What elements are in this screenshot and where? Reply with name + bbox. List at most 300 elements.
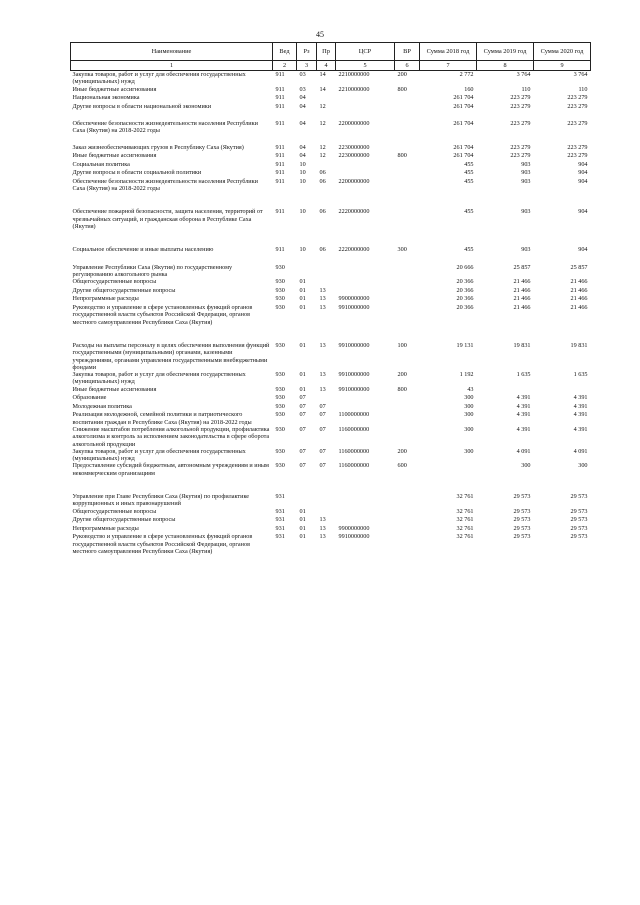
row-vr: [395, 144, 420, 153]
table-row: [71, 208, 591, 230]
row-name: Обеспечение безопасности жизнедеятельности населения Республики Саха (Якутия) на 2018-2022 годы: [72, 177, 258, 193]
row-ved: 930: [275, 394, 285, 402]
row-name: Обеспечение пожарной безопасности, защита населения, территорий от чрезвычайных ситуаций, и гражданская оборона в Республике Саха (Якутия): [72, 208, 263, 230]
row-sum-2018: 455: [464, 169, 474, 177]
row-sum-2019: 223 279: [510, 152, 531, 160]
row-sum-2019: 300: [521, 462, 531, 470]
row-name: Иные бюджетные ассигнования: [72, 85, 157, 93]
row-ved: 931: [275, 533, 285, 541]
row-rz: 01: [299, 516, 306, 524]
row-name: Закупка товаров, работ и услуг для обеспечения государственных (муниципальных) нужд: [72, 371, 246, 386]
row-sum-2019: 903: [521, 208, 531, 216]
row-name: Другие вопросы в области национальной экономики: [72, 102, 212, 110]
row-vr: [395, 103, 420, 112]
row-sum-2020: 300: [578, 462, 588, 470]
row-sum-2019: 223 279: [510, 94, 531, 102]
row-sum-2019: 1 635: [516, 371, 531, 379]
row-ved: 930: [275, 385, 285, 393]
row-sum-2019: 223 279: [510, 143, 531, 151]
row-spacer: [71, 230, 591, 246]
row-vr: 800: [397, 385, 407, 393]
row-csr: 9900000000: [338, 524, 370, 532]
row-ved: 911: [275, 152, 285, 160]
row-rz: 01: [299, 533, 306, 541]
table-row: [71, 386, 591, 395]
row-name: Руководство и управление в сфере установленных функций органов государственной власти субъектов Российской Федерации, органов местного самоуправления Республики Саха (Якутия): [72, 533, 253, 555]
row-pr: 13: [319, 341, 326, 349]
row-name: Социальная политика: [72, 160, 130, 168]
table-row: [71, 161, 591, 170]
row-csr: 9910000000: [338, 385, 370, 393]
row-sum-2018: 32 761: [456, 533, 474, 541]
row-pr: 07: [319, 447, 326, 455]
row-sum-2019: 29 573: [513, 533, 531, 541]
table-row: [71, 426, 591, 448]
row-spacer: [71, 111, 591, 120]
row-name: Предоставление субсидий бюджетным, автономным учреждениям и иным некоммерческим организациям: [72, 462, 269, 477]
row-spacer: [71, 192, 591, 208]
row-sum-2020: 21 466: [570, 286, 588, 294]
row-sum-2018: 261 704: [453, 102, 474, 110]
row-name: Руководство и управление в сфере установленных функций органов государственной власти субъектов Российской Федерации, органов местного самоуправления Республики Саха (Якутия): [72, 303, 253, 326]
row-ved: 931: [275, 493, 285, 501]
row-rz: 04: [299, 102, 306, 110]
row-rz: 01: [299, 303, 306, 311]
row-ved: 931: [275, 507, 285, 515]
row-rz: 01: [299, 507, 306, 515]
table-row: [71, 508, 591, 517]
row-pr: 12: [319, 102, 326, 110]
row-sum-2018: 19 131: [456, 341, 474, 349]
header-csr: ЦСР: [336, 43, 395, 61]
row-sum-2019: 21 466: [513, 278, 531, 286]
header-sum-2018: Сумма 2018 год: [420, 43, 477, 61]
row-csr: 9900000000: [338, 295, 370, 303]
row-sum-2019: 4 391: [516, 425, 531, 433]
column-number: 3: [297, 61, 317, 71]
row-vr: [395, 516, 420, 525]
table-row: [71, 525, 591, 534]
row-csr: 2230000000: [338, 143, 370, 151]
row-rz: 01: [299, 341, 306, 349]
header-row: [71, 43, 591, 61]
table-row: [71, 152, 591, 161]
row-csr: [336, 94, 395, 103]
row-csr: [336, 287, 395, 296]
row-pr: 12: [319, 120, 326, 128]
row-pr: 13: [319, 524, 326, 532]
row-pr: 13: [319, 371, 326, 379]
row-sum-2019: 4 391: [516, 394, 531, 402]
row-csr: [336, 103, 395, 112]
row-rz: 07: [299, 394, 306, 402]
row-sum-2018: 32 761: [456, 516, 474, 524]
row-sum-2020: 4 391: [573, 425, 588, 433]
row-pr: 12: [319, 143, 326, 151]
row-sum-2019: 29 573: [513, 524, 531, 532]
row-sum-2019: 223 279: [510, 120, 531, 128]
row-vr: 100: [397, 341, 407, 349]
row-vr: [395, 161, 420, 170]
row-name: Управление Республики Саха (Якутия) по государственному регулированию алкогольного рынка: [72, 263, 233, 279]
table-row: [71, 371, 591, 386]
row-rz: 07: [299, 425, 306, 433]
row-sum-2019: 903: [521, 169, 531, 177]
row-sum-2018: 20 366: [456, 286, 474, 294]
row-rz: 10: [299, 169, 306, 177]
table-row: [71, 287, 591, 296]
row-sum-2018: 20 366: [456, 303, 474, 311]
row-name: Закупка товаров, работ и услуг для обеспечения государственных (муниципальных) нужд: [72, 71, 246, 86]
row-rz: [297, 264, 317, 279]
row-pr: 06: [319, 169, 326, 177]
header-name: Наименование: [71, 43, 273, 61]
row-sum-2020: 29 573: [570, 507, 588, 515]
row-name: Другие общегосударственные вопросы: [72, 516, 176, 524]
row-sum-2019: 21 466: [513, 295, 531, 303]
column-number: 9: [534, 61, 591, 71]
row-sum-2019: 4 391: [516, 411, 531, 419]
row-pr: 13: [319, 286, 326, 294]
row-ved: 911: [275, 120, 285, 128]
row-sum-2020: 19 831: [570, 341, 588, 349]
row-ved: 911: [275, 71, 285, 78]
row-ved: 930: [275, 411, 285, 419]
row-name: Закупка товаров, работ и услуг для обеспечения государственных (муниципальных) нужд: [72, 447, 246, 463]
row-csr: [336, 264, 395, 279]
row-csr: 1160000000: [338, 425, 370, 433]
row-pr: 07: [319, 425, 326, 433]
row-sum-2019: 29 573: [513, 516, 531, 524]
row-csr: 9910000000: [338, 303, 370, 311]
table-row: [71, 94, 591, 103]
table-row: [71, 86, 591, 95]
row-spacer-cell: [71, 477, 591, 493]
row-sum-2019: 19 831: [513, 341, 531, 349]
row-rz: 01: [299, 286, 306, 294]
table-row: [71, 462, 591, 477]
row-spacer-cell: [71, 135, 591, 144]
row-sum-2018: 300: [464, 425, 474, 433]
row-csr: [336, 169, 395, 178]
row-name: Другие общегосударственные вопросы: [72, 286, 176, 294]
row-csr: 2210000000: [338, 85, 370, 93]
row-ved: 911: [275, 208, 285, 216]
row-ved: 911: [275, 160, 285, 168]
row-sum-2020: 21 466: [570, 278, 588, 286]
row-sum-2020: 904: [578, 169, 588, 177]
row-sum-2018: 43: [467, 385, 474, 393]
row-pr: 13: [319, 385, 326, 393]
row-vr: [395, 426, 420, 448]
row-name: Молодежная политика: [72, 402, 132, 410]
row-sum-2020: 25 857: [570, 263, 588, 271]
table-row: [71, 295, 591, 304]
table-row: [71, 103, 591, 112]
row-name: Непрограммные расходы: [72, 295, 139, 303]
row-csr: 2220000000: [338, 246, 370, 254]
row-sum-2020: 4 391: [573, 411, 588, 419]
row-ved: 930: [275, 425, 285, 433]
row-sum-2018: 20 366: [456, 278, 474, 286]
row-vr: [395, 394, 420, 403]
row-csr: [336, 493, 395, 508]
row-vr: [395, 278, 420, 287]
row-csr: 2200000000: [338, 177, 370, 185]
column-number: 4: [317, 61, 336, 71]
row-pr: 06: [319, 208, 326, 216]
row-ved: 930: [275, 462, 285, 470]
row-ved: 911: [275, 85, 285, 93]
row-name: Общегосударственные вопросы: [72, 278, 157, 286]
row-name: Иные бюджетные ассигнования: [72, 152, 157, 160]
row-rz: 07: [299, 411, 306, 419]
table-row: [71, 304, 591, 326]
row-rz: 07: [299, 462, 306, 470]
table-row: [71, 516, 591, 525]
row-ved: 931: [275, 516, 285, 524]
row-sum-2020: 223 279: [567, 120, 588, 128]
row-name: Общегосударственные вопросы: [72, 507, 157, 515]
row-ved: 930: [275, 263, 285, 271]
column-number: 6: [395, 61, 420, 71]
row-name: Непрограммные расходы: [72, 524, 139, 532]
table-row: [71, 493, 591, 508]
row-vr: [395, 178, 420, 193]
row-vr: 800: [397, 85, 407, 93]
row-pr: 13: [319, 533, 326, 541]
row-rz: 03: [299, 71, 306, 78]
row-pr: [317, 94, 336, 103]
column-number: 7: [420, 61, 477, 71]
row-vr: [395, 493, 420, 508]
row-sum-2020: 223 279: [567, 152, 588, 160]
row-vr: 300: [397, 246, 407, 254]
row-vr: [395, 208, 420, 230]
row-sum-2018: 300: [464, 402, 474, 410]
header-vr: ВР: [395, 43, 420, 61]
row-sum-2020: 21 466: [570, 295, 588, 303]
header-sum-2019: Сумма 2019 год: [477, 43, 534, 61]
row-sum-2019: 223 279: [510, 102, 531, 110]
row-vr: [395, 120, 420, 135]
row-pr: [317, 278, 336, 287]
row-name: Управление при Главе Республики Саха (Якутия) по профилактике коррупционных и иных правонарушений: [72, 493, 250, 508]
row-vr: 200: [397, 371, 407, 379]
row-pr: 14: [319, 85, 326, 93]
row-vr: 600: [397, 462, 407, 470]
row-ved: 930: [275, 402, 285, 410]
table-row: [71, 403, 591, 412]
row-vr: [395, 264, 420, 279]
row-pr: 14: [319, 71, 326, 78]
table-row: [71, 533, 591, 555]
row-ved: 911: [275, 177, 285, 185]
row-sum-2018: 32 761: [456, 524, 474, 532]
row-pr: 07: [319, 411, 326, 419]
row-sum-2019: 903: [521, 177, 531, 185]
row-sum-2020: 904: [578, 160, 588, 168]
row-pr: [317, 264, 336, 279]
row-name: Снижение масштабов потребления алкогольной продукции, профилактика алкоголизма и контроль за исполнением законодательства в сфере оборота алкогольной продукции: [72, 425, 270, 448]
row-sum-2018: 261 704: [453, 94, 474, 102]
row-rz: 04: [299, 152, 306, 160]
row-sum-2020: 1 635: [573, 371, 588, 379]
column-number: 8: [477, 61, 534, 71]
column-number: 2: [273, 61, 297, 71]
row-csr: 2220000000: [338, 208, 370, 216]
row-ved: 911: [275, 246, 285, 254]
row-name: Заказ жизнеобеспечивающих грузов в Республику Саха (Якутия): [72, 143, 244, 151]
row-vr: [395, 94, 420, 103]
row-ved: 930: [275, 278, 285, 286]
row-sum-2019: 29 573: [513, 493, 531, 501]
row-vr: 200: [397, 447, 407, 455]
row-csr: [336, 508, 395, 517]
table-row: [71, 178, 591, 193]
row-sum-2018: 160: [464, 85, 474, 93]
row-sum-2020: 4 391: [573, 394, 588, 402]
row-pr: [317, 493, 336, 508]
header-sum-2020: Сумма 2020 год: [534, 43, 591, 61]
row-vr: [395, 533, 420, 555]
row-spacer-cell: [71, 255, 591, 264]
row-csr: 2200000000: [338, 120, 370, 128]
row-rz: 10: [299, 177, 306, 185]
row-vr: [395, 304, 420, 326]
row-rz: 04: [299, 94, 306, 102]
row-name: Обеспечение безопасности жизнедеятельности населения Республики Саха (Якутия) на 2018-2022 годы: [72, 120, 258, 135]
row-rz: 03: [299, 85, 306, 93]
row-ved: 930: [275, 371, 285, 379]
row-sum-2020: 3 764: [573, 71, 588, 78]
table-row: [71, 71, 591, 86]
row-vr: 200: [397, 71, 407, 78]
row-sum-2019: 903: [521, 246, 531, 254]
header-ved: Вед: [273, 43, 297, 61]
row-csr: 2230000000: [338, 152, 370, 160]
row-sum-2019: 903: [521, 160, 531, 168]
table-body: [71, 71, 591, 556]
header-pr: Пр: [317, 43, 336, 61]
row-vr: [395, 508, 420, 517]
row-ved: 911: [275, 169, 285, 177]
row-vr: [395, 411, 420, 426]
row-csr: 9910000000: [338, 533, 370, 541]
row-rz: 01: [299, 278, 306, 286]
row-ved: 930: [275, 286, 285, 294]
row-pr: [317, 394, 336, 403]
row-sum-2018: 2 772: [459, 71, 474, 78]
row-sum-2018: [420, 462, 477, 477]
row-vr: [395, 295, 420, 304]
row-sum-2018: 300: [464, 447, 474, 455]
row-sum-2018: 261 704: [453, 143, 474, 151]
row-spacer-cell: [71, 192, 591, 208]
row-sum-2020: 29 573: [570, 524, 588, 532]
table-row: [71, 144, 591, 153]
row-sum-2018: 300: [464, 394, 474, 402]
row-sum-2020: 4 391: [573, 402, 588, 410]
row-csr: [336, 394, 395, 403]
row-pr: 07: [319, 402, 326, 410]
row-sum-2020: 223 279: [567, 102, 588, 110]
column-number: 5: [336, 61, 395, 71]
row-sum-2018: 455: [464, 208, 474, 216]
row-sum-2018: 261 704: [453, 120, 474, 128]
row-name: Социальное обеспечение и иные выплаты населению: [72, 246, 214, 254]
row-rz: 04: [299, 120, 306, 128]
row-rz: 01: [299, 524, 306, 532]
row-spacer: [71, 255, 591, 264]
table-row: [71, 169, 591, 178]
table-row: [71, 264, 591, 279]
row-ved: 911: [275, 94, 285, 102]
row-rz: 10: [299, 208, 306, 216]
row-rz: 01: [299, 385, 306, 393]
row-sum-2020: 904: [578, 246, 588, 254]
row-name: Другие вопросы в области социальной политики: [72, 169, 202, 177]
row-sum-2020: 223 279: [567, 143, 588, 151]
row-sum-2018: 455: [464, 246, 474, 254]
row-vr: 800: [397, 152, 407, 160]
header-rz: Рз: [297, 43, 317, 61]
row-sum-2020: 21 466: [570, 303, 588, 311]
row-pr: 13: [319, 303, 326, 311]
table-row: [71, 120, 591, 135]
row-sum-2018: 32 761: [456, 493, 474, 501]
row-spacer: [71, 477, 591, 493]
row-sum-2020: 223 279: [567, 94, 588, 102]
row-pr: 12: [319, 152, 326, 160]
row-sum-2020: 110: [578, 85, 588, 93]
row-ved: 930: [275, 295, 285, 303]
table-row: [71, 411, 591, 426]
row-name: Расходы на выплаты персоналу в целях обеспечения выполнения функций государственными (муниципальными) органами, казенными учреждениями, органами управления государственными внебюджетными фондами: [72, 341, 270, 371]
row-ved: 911: [275, 102, 285, 110]
row-name: Иные бюджетные ассигнования: [72, 385, 157, 393]
row-sum-2019: 21 466: [513, 303, 531, 311]
row-csr: 9910000000: [338, 371, 370, 379]
row-sum-2018: 455: [464, 160, 474, 168]
row-pr: 13: [319, 295, 326, 303]
row-sum-2019: 25 857: [513, 263, 531, 271]
row-sum-2018: 32 761: [456, 507, 474, 515]
row-ved: 930: [275, 447, 285, 455]
row-csr: [336, 403, 395, 412]
row-csr: 1100000000: [338, 411, 370, 419]
row-pr: 07: [319, 462, 326, 470]
row-sum-2020: [534, 386, 591, 395]
row-vr: [395, 525, 420, 534]
row-pr: [317, 161, 336, 170]
row-sum-2019: 21 466: [513, 286, 531, 294]
row-sum-2019: 3 764: [516, 71, 531, 78]
row-sum-2018: 261 704: [453, 152, 474, 160]
row-csr: 1160000000: [338, 447, 370, 455]
row-spacer: [71, 326, 591, 342]
budget-table: [70, 42, 591, 555]
row-sum-2018: 300: [464, 411, 474, 419]
row-pr: 06: [319, 177, 326, 185]
row-csr: [336, 516, 395, 525]
table-row: [71, 448, 591, 463]
row-spacer: [71, 135, 591, 144]
row-pr: [317, 508, 336, 517]
row-sum-2018: 455: [464, 177, 474, 185]
row-rz: 04: [299, 143, 306, 151]
row-sum-2018: 20 666: [456, 263, 474, 271]
